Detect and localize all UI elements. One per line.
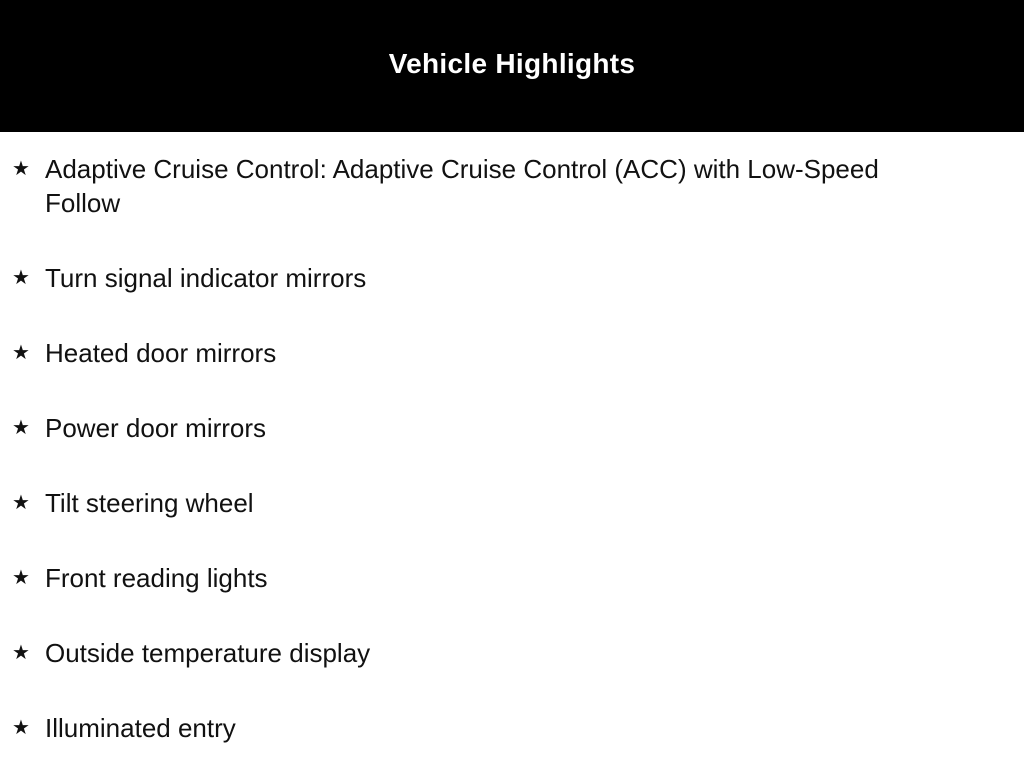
feature-label: Front reading lights <box>45 563 268 593</box>
star-icon: ★ <box>12 640 30 664</box>
page-title: Vehicle Highlights <box>388 48 636 79</box>
feature-item <box>0 636 1024 670</box>
feature-item <box>0 336 1024 370</box>
feature-label: Heated door mirrors <box>45 338 277 368</box>
feature-list <box>0 152 1024 745</box>
feature-item <box>0 711 1024 745</box>
feature-label: Illuminated entry <box>45 713 236 743</box>
feature-item <box>0 486 1024 520</box>
feature-label: Adaptive Cruise Control: Adaptive Cruise Control (ACC) with Low-Speed Follow <box>45 154 879 218</box>
star-icon: ★ <box>12 490 30 514</box>
feature-item <box>0 411 1024 445</box>
feature-label: Power door mirrors <box>45 413 267 443</box>
feature-item <box>0 261 1024 295</box>
star-icon: ★ <box>12 565 30 589</box>
star-icon: ★ <box>12 265 30 289</box>
feature-item <box>0 152 1024 220</box>
feature-item <box>0 561 1024 595</box>
star-icon: ★ <box>12 715 30 739</box>
feature-label: Turn signal indicator mirrors <box>45 263 367 293</box>
star-icon: ★ <box>12 415 30 439</box>
header-bar <box>0 0 1024 132</box>
star-icon: ★ <box>12 340 30 364</box>
feature-label: Outside temperature display <box>45 638 371 668</box>
star-icon: ★ <box>12 156 30 180</box>
feature-label: Tilt steering wheel <box>45 488 254 518</box>
